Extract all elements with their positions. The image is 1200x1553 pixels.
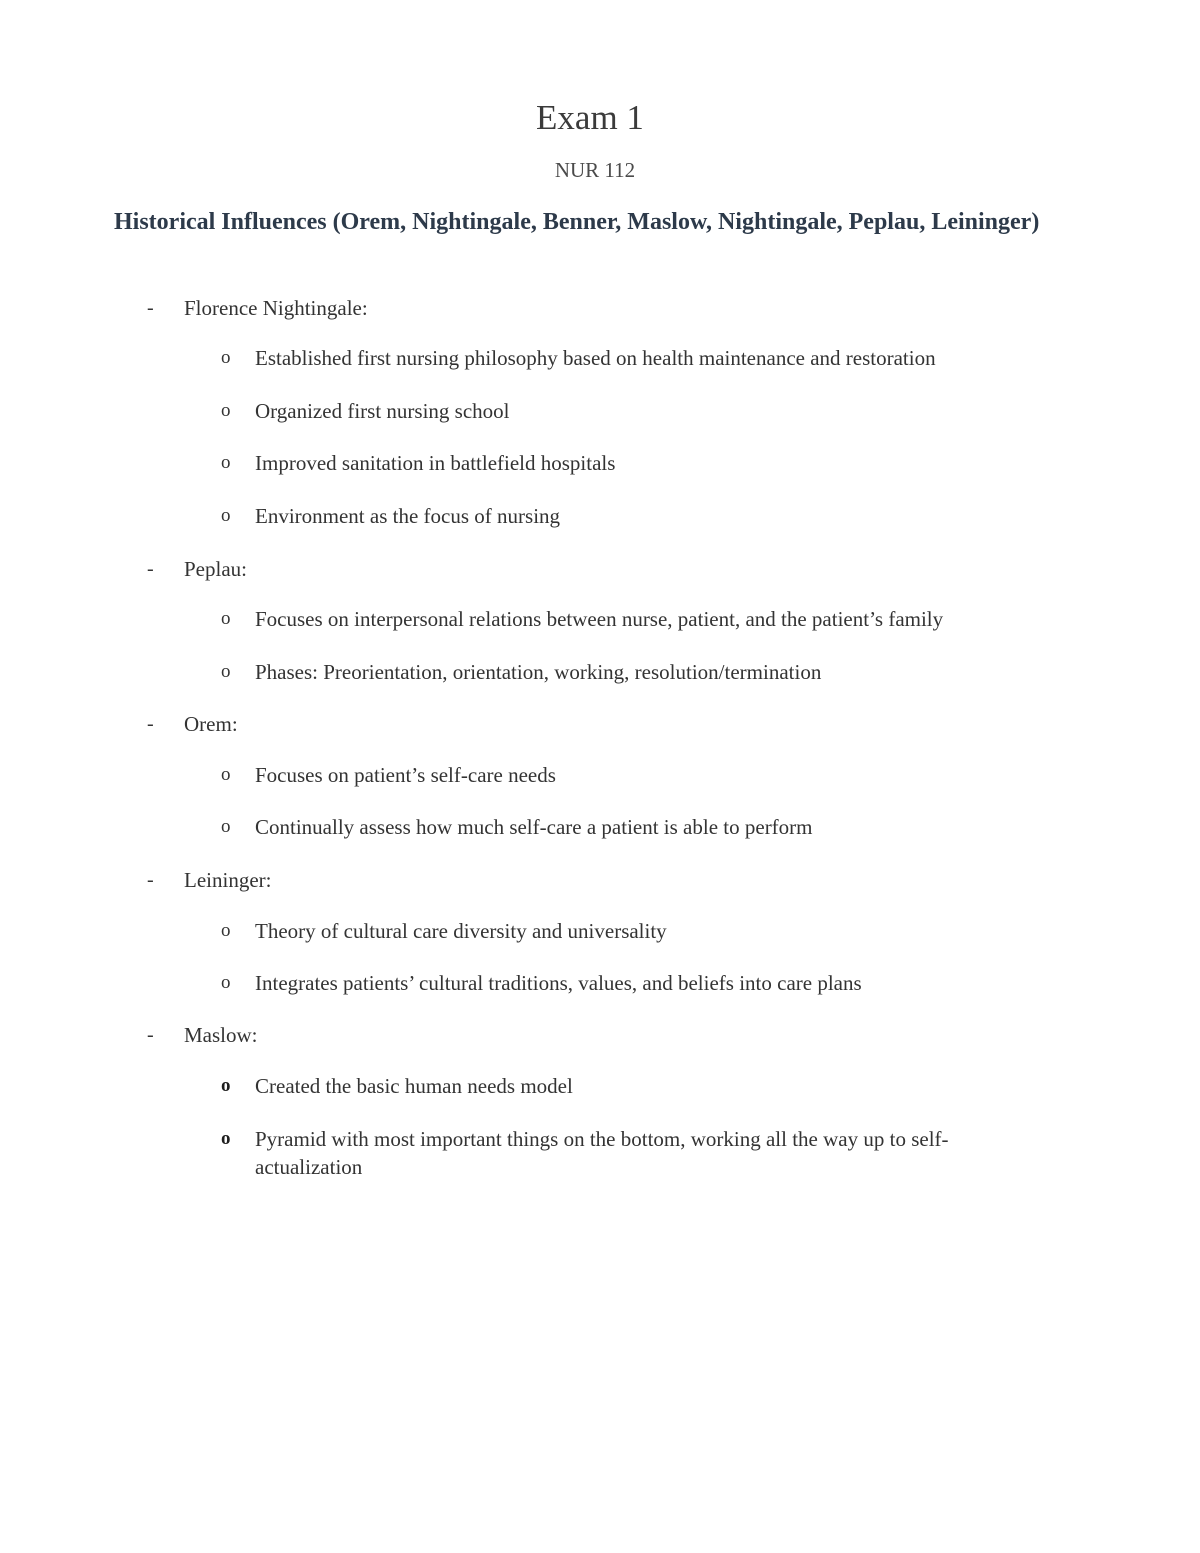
sub-item: Integrates patients’ cultural traditions, values, and beliefs into care plans	[255, 971, 862, 995]
sub-item: Focuses on patient’s self-care needs	[255, 763, 556, 787]
sub-item: Focuses on interpersonal relations between nurse, patient, and the patient’s family	[255, 607, 944, 631]
circle-bullet: o	[221, 920, 231, 941]
sub-item: Pyramid with most important things on the bottom, working all the way up to self-actualization	[255, 1127, 949, 1179]
circle-bullet: o	[221, 661, 231, 682]
circle-bullet: o	[221, 452, 231, 473]
page-title: Exam 1	[536, 98, 644, 137]
dash-bullet: -	[147, 297, 154, 319]
circle-bullet: o	[221, 1075, 231, 1096]
sub-item: Organized first nursing school	[255, 399, 510, 423]
dash-bullet: -	[147, 869, 154, 891]
outline-item-maslow: Maslow:	[184, 1023, 258, 1047]
sub-item: Continually assess how much self-care a patient is able to perform	[255, 815, 813, 839]
dash-bullet: -	[147, 558, 154, 580]
section-heading: Historical Influences (Orem, Nightingale, Benner, Maslow, Nightingale, Peplau, Leininger)	[114, 209, 1040, 235]
sub-item: Established first nursing philosophy based on health maintenance and restoration	[255, 346, 936, 370]
circle-bullet: o	[221, 608, 231, 629]
sub-item: Improved sanitation in battlefield hospitals	[255, 451, 616, 475]
circle-bullet: o	[221, 764, 231, 785]
circle-bullet: o	[221, 400, 231, 421]
circle-bullet: o	[221, 816, 231, 837]
sub-item: Created the basic human needs model	[255, 1074, 573, 1098]
outline-item-peplau: Peplau:	[184, 557, 247, 581]
outline-item-leininger: Leininger:	[184, 868, 272, 892]
page-subtitle: NUR 112	[554, 158, 636, 182]
circle-bullet: o	[221, 505, 231, 526]
circle-bullet: o	[221, 347, 231, 368]
outline-item-nightingale: Florence Nightingale:	[184, 296, 368, 320]
dash-bullet: -	[147, 713, 154, 735]
circle-bullet: o	[221, 1128, 231, 1149]
outline-item-orem: Orem:	[184, 712, 238, 736]
sub-item: Environment as the focus of nursing	[255, 504, 561, 528]
sub-item: Theory of cultural care diversity and universality	[255, 919, 667, 943]
sub-item: Phases: Preorientation, orientation, working, resolution/termination	[255, 660, 822, 684]
dash-bullet: -	[147, 1024, 154, 1046]
circle-bullet: o	[221, 972, 231, 993]
